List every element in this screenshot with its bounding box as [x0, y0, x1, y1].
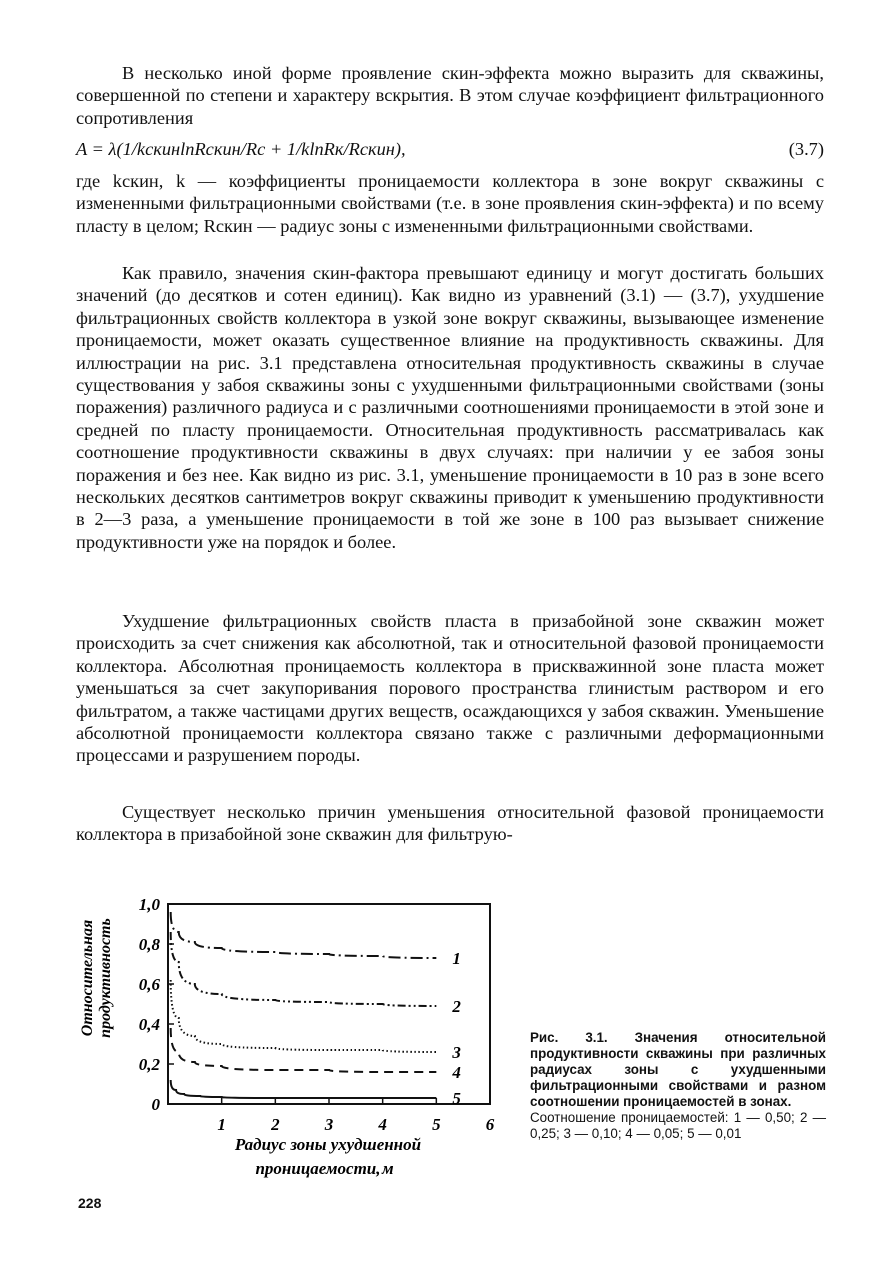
series-label-5: 5 [452, 1089, 461, 1108]
series-line-1 [171, 912, 437, 958]
y-axis-label-line1: Относительная [79, 919, 96, 1037]
x-axis-unit: м [382, 1159, 394, 1178]
figure-3-1 [70, 888, 510, 1193]
x-axis-label-line2: проницаемости, [255, 1159, 381, 1178]
x-tick-label: 2 [271, 1115, 280, 1134]
series-line-3 [171, 980, 437, 1052]
paragraph-definitions: где kскин, k — коэффициенты проницаемости коллектора в зоне вокруг скважины с измененными фильтрационными свойствами (т.е. в зоне проявления скин-эффекта) и по всему пласту в целом; Rскин — радиус зоны с измененными фильтрационными свойствами. [76, 171, 824, 236]
equation-body: A = λ(1/kскинlnRскин/Rс + 1/klnRк/Rскин), [76, 139, 406, 159]
x-tick-label: 3 [324, 1115, 334, 1134]
paragraph-reasons: Существует несколько причин уменьшения относительной фазовой проницаемости коллектора в призабойной зоне скважин для фильтрую- [76, 802, 824, 845]
series-label-1: 1 [452, 949, 461, 968]
equation-number: (3.7) [788, 139, 824, 159]
caption-legend: Соотношение проницаемостей: 1 — 0,50; 2 — 0,25; 3 — 0,10; 4 — 0,05; 5 — 0,01 [530, 1110, 826, 1141]
plot-frame [168, 904, 490, 1104]
y-axis-label-line2: продуктивность [97, 918, 114, 1038]
productivity-chart [70, 888, 510, 1188]
y-tick-label: 1,0 [138, 895, 160, 914]
caption-title: Рис. 3.1. Значения относительной продуктивности скважины при различных радиусах зоны с ухудшенными фильтрационными свойствами и разном соотношении проницаемостей в зонах. [530, 1030, 826, 1109]
x-axis-label-line1: Радиус зоны ухудшенной [234, 1135, 422, 1154]
paragraph-intro: В несколько иной форме проявление скин-эффекта можно выразить для скважины, совершенной по степени и характеру вскрытия. В этом случае коэффициент фильтрационного сопротивления [76, 63, 824, 128]
series-label-3: 3 [452, 1043, 461, 1062]
x-tick-label: 4 [378, 1115, 387, 1134]
figure-caption [530, 1030, 826, 1142]
y-tick-label: 0 [151, 1095, 160, 1114]
y-tick-label: 0,6 [138, 975, 160, 994]
x-tick-label: 5 [432, 1115, 441, 1134]
x-tick-label: 6 [485, 1115, 495, 1134]
paragraph-skin-factor: Как правило, значения скин-фактора превышают единицу и могут достигать больших значений (до десятков и сотен единиц). Как видно из уравнений (3.1) — (3.7), ухудшение фильтрационных свойств коллектора в узкой зоне вокруг скважины, вызывающее изменение проницаемости, может оказать существенное влияние на продуктивность скважины. Для иллюстрации на рис. 3.1 представлена относительная продуктивность скважины в случае существования у забоя скважины зоны с ухудшенными фильтрационными свойствами (зоны поражения) различного радиуса и с различными соотношениями проницаемости в этой зоне и средней по пласту проницаемости. Относительная продуктивность рассматривалась как соотношение продуктивности скважины в двух случаях: при наличии у ее забоя зоны поражения и без нее. Как видно из рис. 3.1, уменьшение проницаемости в 10 раз в зоне всего нескольких десятков сантиметров вокруг скважины приводит к уменьшению продуктивности в 2—3 раза, а уменьшение проницаемости в той же зоне в 100 раз вызывает снижение продуктивности уже на порядок и более. [76, 263, 824, 552]
y-tick-label: 0,4 [138, 1015, 160, 1034]
y-tick-label: 0,8 [138, 935, 160, 954]
series-label-2: 2 [452, 997, 461, 1016]
equation-3-7 [76, 138, 824, 160]
series-label-4: 4 [452, 1063, 461, 1082]
page-number: 228 [78, 1195, 102, 1211]
x-tick-label: 1 [217, 1115, 226, 1134]
y-tick-label: 0,2 [138, 1055, 160, 1074]
series-line-2 [171, 932, 437, 1006]
series-line-5 [171, 1080, 437, 1098]
paragraph-permeability: Ухудшение фильтрационных свойств пласта в призабойной зоне скважин может происходить за счет снижения как абсолютной, так и относительной фазовой проницаемости коллектора. Абсолютная проницаемость коллектора в прискважинной зоне пласта может уменьшаться за счет закупоривания порового пространства глинистым раствором и его фильтратом, а также частицами других веществ, осаждающихся у забоя скважин. Уменьшение абсолютной проницаемости коллектора связано также с различными деформационными процессами и разрушением породы. [76, 611, 824, 766]
